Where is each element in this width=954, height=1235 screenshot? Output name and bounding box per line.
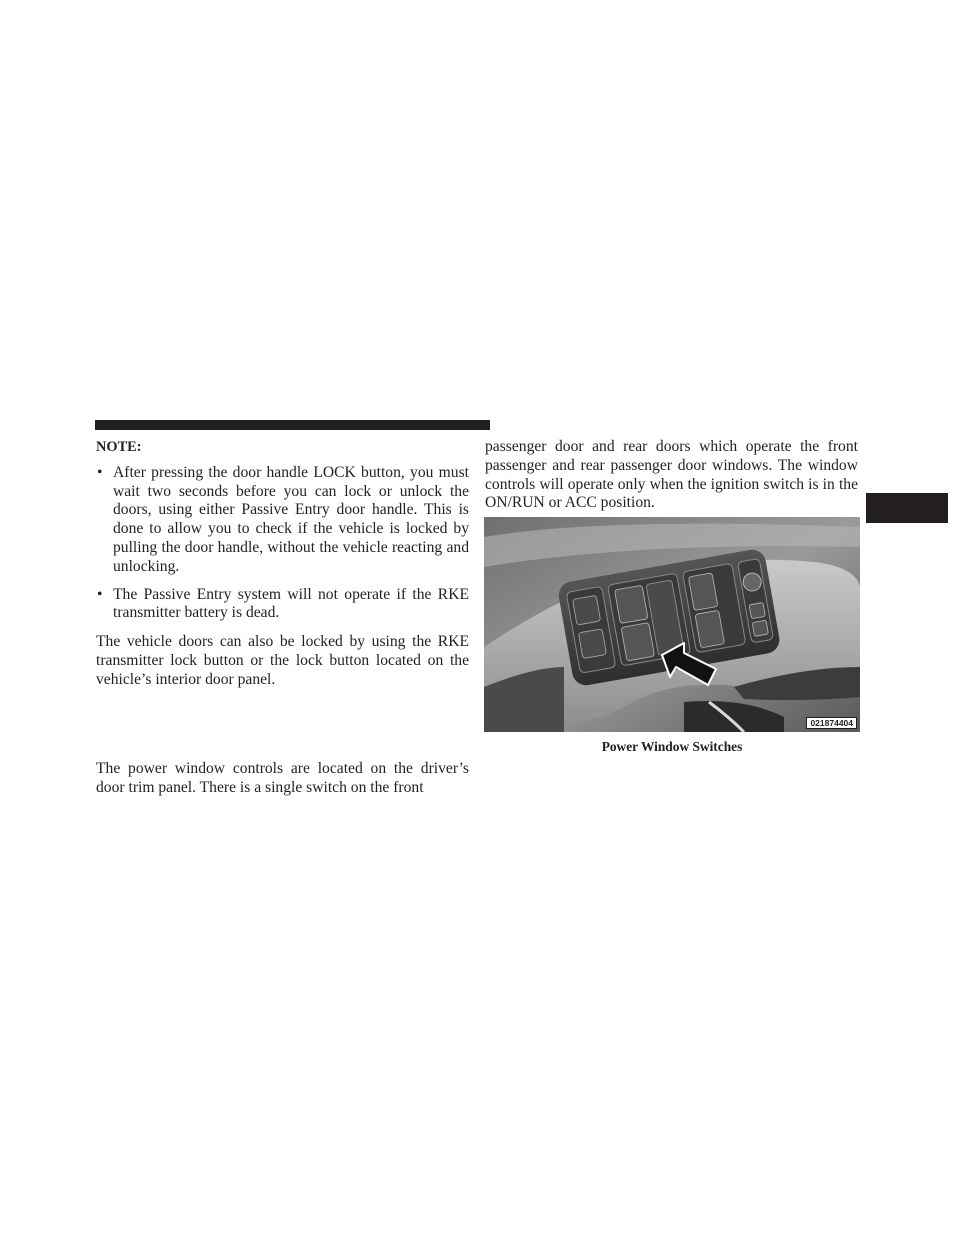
note-bullet-text: After pressing the door handle LOCK button, you must wait two seconds before you can lock or unlock the doors, using either Passive Entry door handle. This is done to allow you to check if the vehicle is locked by pulling the door handle, without the vehicle reacting and unlocking. — [113, 463, 469, 575]
figure-caption: Power Window Switches — [601, 739, 743, 754]
bullet-icon: • — [97, 585, 103, 603]
continued-paragraph: passenger door and rear doors which operate the front passenger and rear passenger door windows. The window controls will operate only when the ignition switch is in the ON/RUN or ACC position. — [485, 438, 858, 512]
lock-paragraph: The vehicle doors can also be locked by using the RKE transmitter lock button or the lock button located on the vehicle’s interior door panel. — [96, 633, 469, 688]
power-window-switches-figure — [484, 517, 860, 732]
figure-code: 021874404 — [806, 717, 857, 729]
right-column — [485, 438, 858, 513]
note-bullet-item — [96, 464, 469, 577]
note-bullet-list — [96, 464, 469, 623]
section-header-rule — [95, 420, 490, 430]
note-label: NOTE: — [96, 439, 142, 455]
left-column — [96, 438, 469, 690]
note-bullet-text: The Passive Entry system will not operate if the RKE transmitter battery is dead. — [113, 585, 469, 622]
door-panel-illustration — [484, 517, 860, 732]
power-windows-paragraph: The power window controls are located on the driver’s door trim panel. There is a single switch on the front — [96, 760, 469, 796]
bullet-icon: • — [97, 463, 103, 481]
chapter-thumb-tab — [866, 493, 948, 523]
note-bullet-item — [96, 586, 469, 624]
